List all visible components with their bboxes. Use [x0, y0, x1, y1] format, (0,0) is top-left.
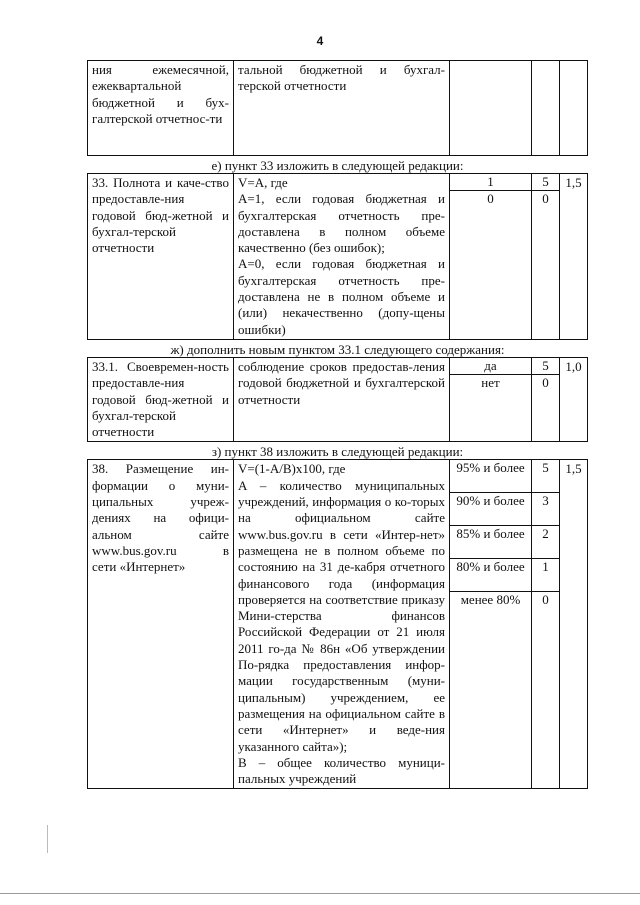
value-item: 80% и более [450, 558, 531, 591]
table-row [88, 174, 588, 340]
value-item: 95% и более [456, 460, 525, 476]
value-item: 90% и более [450, 492, 531, 525]
criterion-name-cell [88, 460, 234, 789]
table-row [88, 61, 588, 156]
value-item: 0 [487, 191, 494, 207]
formula-line: A=0, если годовая бюджетная и бухгалтерская отчетность пре-доставлена не в полном объеме и (или) некачественно (допу-щены ошибки) [238, 256, 445, 337]
formula-line: A=1, если годовая бюджетная и бухгалтерская отчетность пре-доставлена в полном объеме качественно (без ошибок); [238, 191, 445, 256]
criterion-name-text: сети «Интернет» [92, 559, 186, 575]
page-bottom-edge [0, 893, 640, 894]
page-number: 4 [316, 34, 324, 48]
document-body [87, 60, 587, 789]
score-item: 0 [532, 591, 559, 624]
value-cell [450, 357, 532, 441]
score-item: 2 [532, 525, 559, 558]
formula-line: V=(1-A/B)x100, где [238, 461, 346, 477]
weight-cell [560, 61, 588, 156]
score-item: 5 [532, 174, 559, 191]
formula-cell: тальной бюджетной и бухгал-терской отчетности [234, 61, 450, 156]
preposition-text: в [222, 542, 229, 558]
formula-line: A – количество муниципальных учреждений, информация о ко-торых на официальном сайте www.bus.gov.ru в сети «Интер-нет» размещена не в полном объеме по состоянию на 31 де-кабря отчетного финансового года (информация проверяется на соответствие приказу Мини-стерства финансов Российской Федерации от 21 июля 2011 го-да № 86н «Об утверждении По-рядка предоставления инфор-мации государственным (муни-ципальным) учреждением, ее размещения на официальном сайте в сети «Интернет» и веде-ния указанного сайта»); [238, 477, 445, 754]
formula-line: V=A, где [238, 175, 288, 190]
section-caption-z: з) пункт 38 изложить в следующей редакции: [211, 444, 464, 460]
criterion-name-text: 38. Размещение ин-формации о муни-ципальных учреж-дениях на офици-альном сайте [92, 461, 229, 542]
site-address: www.bus.gov.ru [92, 542, 177, 558]
section-caption-e: е) пункт 33 изложить в следующей редакции: [211, 158, 464, 173]
value-item: 85% и более [450, 525, 531, 558]
score-item: 1 [532, 558, 559, 591]
scan-artifact-line [47, 825, 48, 853]
score-item: 5 [542, 460, 549, 476]
formula-cell: соблюдение сроков предостав-ления годовой бюджетной и бухгалтерской отчетности [234, 357, 450, 441]
score-item: 0 [542, 191, 549, 207]
value-item: нет [450, 374, 531, 391]
value-cell [450, 460, 532, 789]
table-row [88, 460, 588, 789]
table-row [88, 357, 588, 441]
score-cell [532, 357, 560, 441]
criteria-table [87, 60, 588, 789]
criterion-name-cell: 33. Полнота и каче-ство предоставле-ния годовой бюд-жетной и бухгал-терской отчетности [88, 174, 234, 340]
score-cell [532, 174, 560, 340]
criterion-name-cell: 33.1. Своевремен-ность предоставле-ния годовой бюд-жетной и бухгал-терской отчетности [88, 357, 234, 441]
score-item: 0 [532, 374, 559, 391]
formula-cell [234, 174, 450, 340]
score-item: 3 [532, 492, 559, 525]
weight-cell: 1,0 [560, 357, 588, 441]
section-caption-zh: ж) дополнить новым пунктом 33.1 следующего содержания: [170, 341, 505, 357]
value-item: менее 80% [450, 591, 531, 624]
value-item: да [484, 357, 497, 373]
value-cell [450, 61, 532, 156]
weight-cell: 1,5 [560, 174, 588, 340]
score-item: 5 [542, 357, 549, 373]
score-cell [532, 61, 560, 156]
score-cell [532, 460, 560, 789]
formula-cell [234, 460, 450, 789]
criterion-name-cell: ния ежемесячной, ежеквартальной бюджетной и бух-галтерской отчетнос-ти [88, 61, 234, 156]
formula-line: B – общее количество муници-пальных учреждений [238, 754, 445, 787]
value-item: 1 [450, 174, 531, 191]
value-cell [450, 174, 532, 340]
weight-cell: 1,5 [560, 460, 588, 789]
